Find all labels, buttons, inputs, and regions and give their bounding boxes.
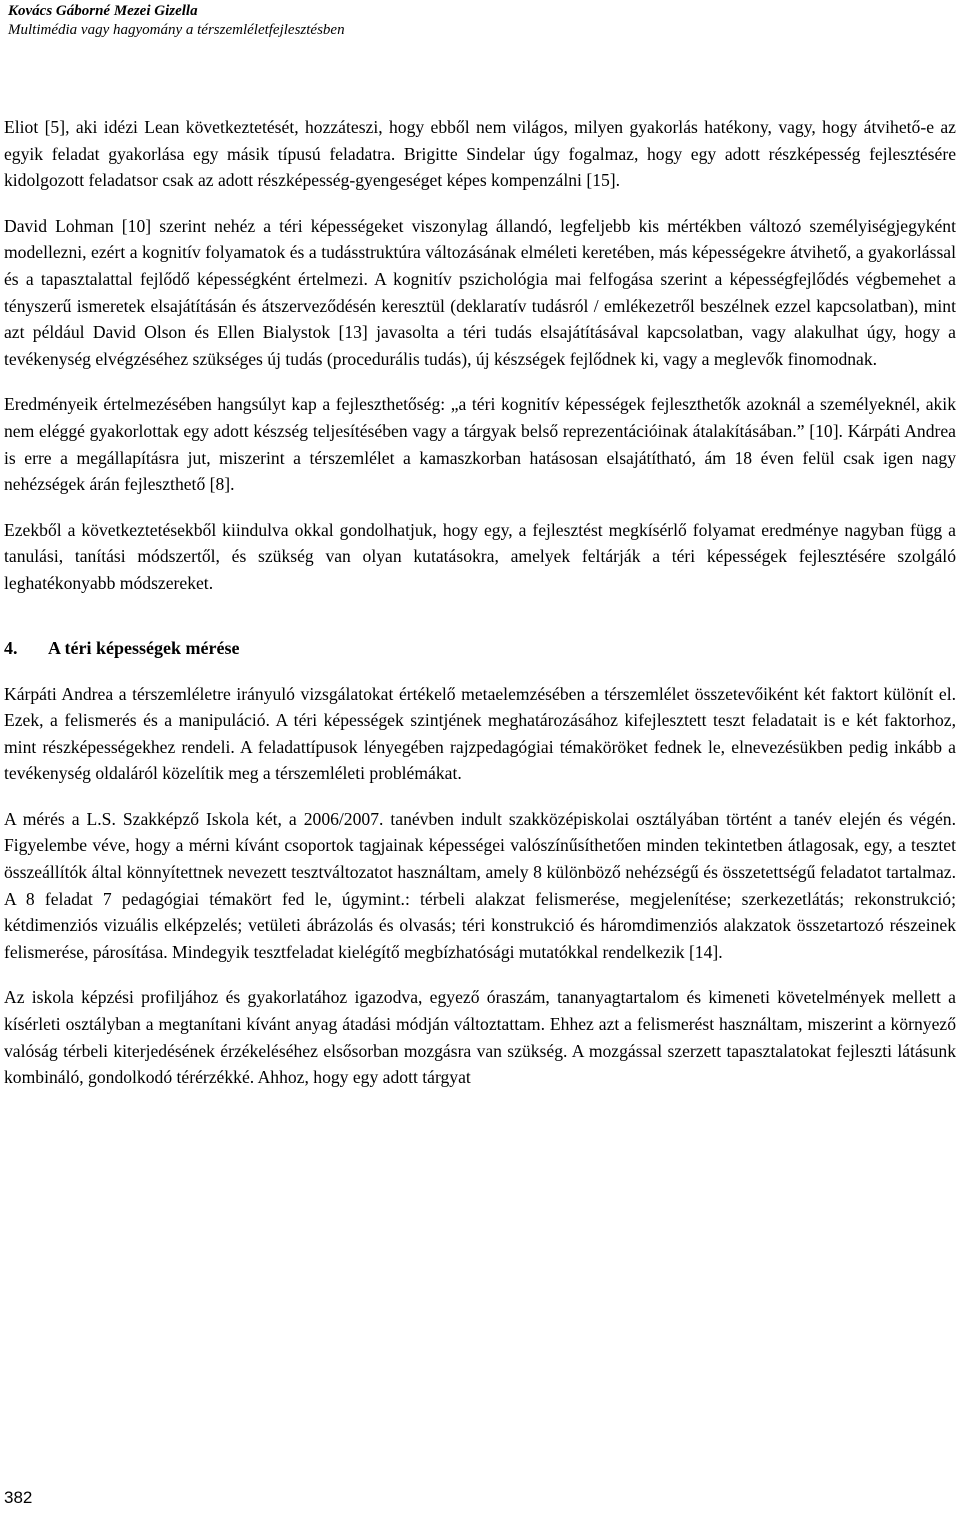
page-body [4,114,956,1110]
paragraph-results: Eredményeik értelmezésében hangsúlyt kap a fejleszthetőség: „a téri kognitív képességek fejleszthetők azoknál a személyeknél, akik nem eléggé gyakorlottak egy adott készség teljesítésében vagy a tárgyak belső reprezentációinak átalakításában.” [10]. Kárpáti Andrea is erre a megállapításra jut, miszerint a térszemlélet a kamaszkorban hatásosan elsajátítható, ám 18 éven felül csak igen nagy nehézségek árán fejleszthető [8]. [4,394,956,495]
paragraph-measurement: A mérés a L.S. Szakképző Iskola két, a 2006/2007. tanévben indult szakközépiskolai osztályában történt a tanév elején és végén. Figyelembe véve, hogy a mérni kívánt csoportok tagjainak képességei valószínűsíthetően minden tekintetben átlagosak, egy, a tesztet összeállítók által könnyítettnek nevezett tesztváltozatot használtam, amely 8 különböző nehézségű és összetettségű feladatot tartalmaz. A 8 feladat 7 pedagógiai témakört fed le, úgymint.: térbeli alakzat felismerése, megjelenítése; szerkezetlátás; rekonstrukció; kétdimenziós vizuális elképzelés; vetületi ábrázolás és olvasás; téri konstrukció és háromdimenziós alakzatok összetartozó részeinek felismerése, párosítása. Mindegyik tesztfeladat kielégítő megbízhatósági mutatókkal rendelkezik [14]. [4,808,956,962]
paragraph-conclusions: Ezekből a következtetésekből kiindulva okkal gondolhatjuk, hogy egy, a fejlesztést megkísérlő folyamat eredménye nagyban függ a tanulási, tanítási módszertől, és szükség van olyan kutatásokra, amelyek feltárják a téri képességek fejlesztésére szolgáló leghatékonyabb módszereket. [4,519,956,593]
paragraph-lohman: David Lohman [10] szerint nehéz a téri képességeket viszonylag állandó, legfeljebb kis mértékben változó személyiségjegyként modellezni, ezért a kognitív folyamatok és a tudásstruktúra változásának elméleti keretében, más képességekre átvihető, a gyakorlással és a tapasztalattal fejlődő képességként értelmezi. A kognitív pszichológia mai felfogása szerint a képességfejlődés végbemehet a tényszerű ismeretek elsajátításán és átszerveződésén keresztül (deklaratív tudásról / emlékezetről beszélnek ezzel kapcsolatban), mint azt például David Olson és Ellen Bialystok [13] javasolta a téri tudás elsajátításával kapcsolatban, vagy alakulhat úgy, hogy a tevékenység elvégzéséhez szükséges új tudás (procedurális tudás), új készségek fejlődnek ki, vagy a meglevők finomodnak. [4,215,956,369]
running-header [8,2,948,40]
paragraph-school-profile: Az iskola képzési profiljához és gyakorlatához igazodva, egyező óraszám, tananyagtartalom és kimeneti követelmények mellett a kísérleti osztályban a megtanítani kívánt anyag átadási módján változtattam. Ehhez azt a felismerést használtam, miszerint a környező valóság térbeli kiterjedésének érzékeléséhez elsősorban mozgásra van szükség. A mozgással szerzett tapasztalatokat fejleszti látásunk kombináló, gondolkodó térérzékké. Ahhoz, hogy egy adott tárgyat [4,987,956,1088]
section-heading [4,635,956,661]
header-author: Kovács Gáborné Mezei Gizella [8,3,198,19]
paragraph-eliot: Eliot [5], aki idézi Lean következtetését, hozzáteszi, hogy ebből nem világos, milyen gyakorlás hatékony, vagy, hogy átvihető-e az egyik feladat gyakorlása egy másik típusú feladatra. Brigitte Sindelar úgy fogalmaz, hogy egy adott részképesség fejlesztésére kidolgozott feladatsor csak az adott részképesség-gyengeséget képes kompenzálni [15]. [4,117,956,191]
paragraph-karpati: Kárpáti Andrea a térszemléletre irányuló vizsgálatokat értékelő metaelemzésében a térszemlélet összetevőiként két faktort különít el. Ezek, a felismerés és a manipuláció. A téri képességek szintjének meghatározásához kifejlesztett teszt feladatait is e két faktorhoz, mint részképességekhez rendeli. A feladattípusok lényegében rajzpedagógiai témaköröket fednek le, elnevezésükben pedig inkább a tevékenység oldaláról közelítik meg a térszemléleti problémákat. [4,683,956,784]
page-number: 382 [4,1488,33,1507]
section-title: A téri képességek mérése [48,637,240,658]
header-subtitle: Multimédia vagy hagyomány a térszemléletfejlesztésben [8,22,345,38]
section-number: 4. [4,637,18,658]
